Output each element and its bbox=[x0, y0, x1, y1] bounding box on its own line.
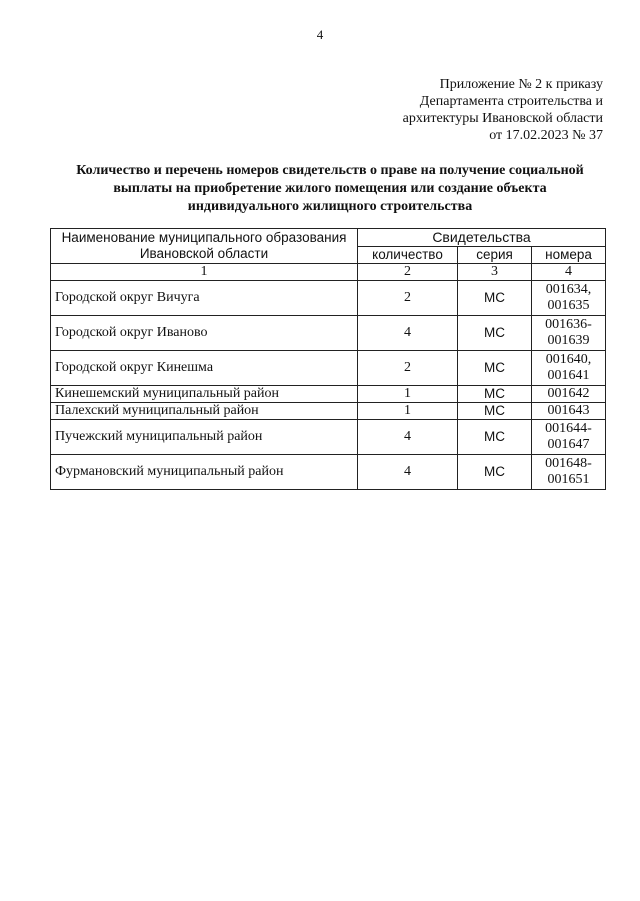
numbers-line-1: 001634, bbox=[545, 282, 592, 297]
certificate-count: 4 bbox=[358, 420, 458, 455]
header-municipality-line-1: Наименование муниципального образования bbox=[61, 230, 347, 245]
certificate-numbers bbox=[532, 420, 606, 455]
municipality-name: Пучежский муниципальный район bbox=[51, 420, 358, 455]
header-municipality bbox=[51, 229, 358, 264]
certificate-series: МС bbox=[458, 420, 532, 455]
header-municipality-line-2: Ивановской области bbox=[139, 246, 269, 261]
column-index: 2 bbox=[358, 264, 458, 281]
title-line-2: выплаты на приобретение жилого помещения или создание объекта bbox=[113, 181, 547, 196]
numbers-line-1: 001644- bbox=[545, 421, 592, 436]
table-row bbox=[51, 455, 606, 490]
certificate-count: 2 bbox=[358, 351, 458, 386]
document-title bbox=[40, 162, 620, 216]
column-index: 4 bbox=[532, 264, 606, 281]
numbers-line-1: 001636- bbox=[545, 317, 592, 332]
title-line-1: Количество и перечень номеров свидетельств о праве на получение социальной bbox=[76, 163, 584, 178]
certificate-count: 1 bbox=[358, 403, 458, 420]
certificate-count: 4 bbox=[358, 316, 458, 351]
column-index-row bbox=[51, 264, 606, 281]
municipality-name: Городской округ Вичуга bbox=[51, 281, 358, 316]
certificate-numbers bbox=[532, 316, 606, 351]
municipality-name: Фурмановский муниципальный район bbox=[51, 455, 358, 490]
numbers-line-2: 001647 bbox=[547, 437, 590, 452]
numbers-line-2: 001641 bbox=[547, 368, 590, 383]
header-certificates: Свидетельства bbox=[358, 229, 606, 247]
numbers-line-2: 001639 bbox=[547, 333, 590, 348]
certificate-series: МС bbox=[458, 316, 532, 351]
certificate-numbers bbox=[532, 351, 606, 386]
municipality-name: Кинешемский муниципальный район bbox=[51, 386, 358, 403]
column-index: 3 bbox=[458, 264, 532, 281]
appendix-line-3: архитектуры Ивановской области bbox=[402, 111, 603, 126]
header-numbers: номера bbox=[532, 246, 606, 264]
title-line-3: индивидуального жилищного строительства bbox=[187, 199, 473, 214]
certificate-count: 4 bbox=[358, 455, 458, 490]
certificate-series: МС bbox=[458, 403, 532, 420]
numbers-line-1: 001640, bbox=[545, 352, 592, 367]
certificate-count: 2 bbox=[358, 281, 458, 316]
appendix-header bbox=[403, 76, 603, 144]
numbers-line-1: 001648- bbox=[545, 456, 592, 471]
certificate-series: МС bbox=[458, 351, 532, 386]
certificate-series: МС bbox=[458, 455, 532, 490]
certificates-table bbox=[50, 228, 606, 490]
header-series: серия bbox=[458, 246, 532, 264]
table-row bbox=[51, 281, 606, 316]
certificate-series: МС bbox=[458, 386, 532, 403]
municipality-name: Городской округ Иваново bbox=[51, 316, 358, 351]
page-number: 4 bbox=[316, 27, 324, 42]
municipality-name: Палехский муниципальный район bbox=[51, 403, 358, 420]
header-count: количество bbox=[358, 246, 458, 264]
appendix-line-4: от 17.02.2023 № 37 bbox=[489, 128, 603, 143]
numbers-line-2: 001651 bbox=[547, 472, 590, 487]
table-row bbox=[51, 403, 606, 420]
numbers-line-2: 001635 bbox=[547, 298, 590, 313]
certificate-numbers bbox=[532, 455, 606, 490]
table-row bbox=[51, 351, 606, 386]
certificate-series: МС bbox=[458, 281, 532, 316]
certificate-numbers bbox=[532, 281, 606, 316]
appendix-line-2: Департамента строительства и bbox=[419, 94, 603, 109]
column-index: 1 bbox=[51, 264, 358, 281]
table-row bbox=[51, 386, 606, 403]
appendix-line-1: Приложение № 2 к приказу bbox=[439, 77, 603, 92]
table-row bbox=[51, 420, 606, 455]
certificate-numbers: 001643 bbox=[532, 403, 606, 420]
municipality-name: Городской округ Кинешма bbox=[51, 351, 358, 386]
table-header-row bbox=[51, 229, 606, 247]
certificate-count: 1 bbox=[358, 386, 458, 403]
certificate-numbers: 001642 bbox=[532, 386, 606, 403]
table-row bbox=[51, 316, 606, 351]
